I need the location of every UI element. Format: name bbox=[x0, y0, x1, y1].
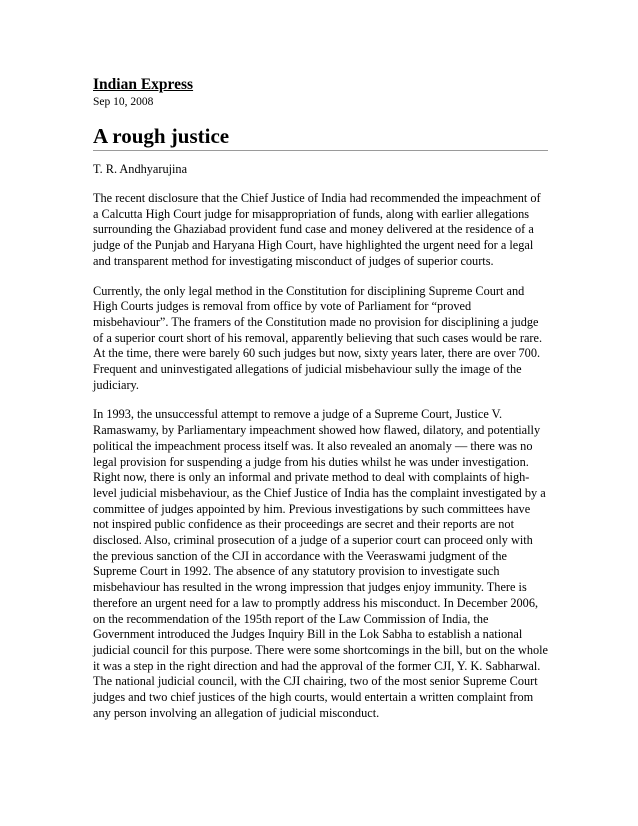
article-paragraph-2: Currently, the only legal method in the Constitution for disciplining Supreme Court and High Courts judges is removal from office by vote of Parliament for “proved misbehaviour”. The framers of the Constitution made no provision for disciplining a judge of a superior court short of his removal, apparently believing that such cases would be rare. At the time, there were barely 60 such judges but now, sixty years later, there are over 700. Frequent and uninvestigated allegations of judicial misbehaviour sully the image of the judiciary. bbox=[93, 283, 543, 392]
article-paragraph-3: In 1993, the unsuccessful attempt to remove a judge of a Supreme Court, Justice V. Ramaswamy, by Parliamentary impeachment showed how flawed, dilatory, and potentially political the impeachment process itself was. It also revealed an anomaly — there was no legal provision for suspending a judge from his duties whilst he was under investigation. Right now, there is only an informal and private method to deal with complaints of high-level judicial misbehaviour, as the Chief Justice of India has the complaint investigated by a committee of judges appointed by him. Previous investigations by such committees have not inspired public confidence as their proceedings are secret and their reports are not disclosed. Also, criminal prosecution of a judge of a superior court can proceed only with the previous sanction of the CJI in accordance with the Veeraswami judgment of the Supreme Court in 1992. The absence of any statutory provision to investigate such misbehaviour has resulted in the wrong impression that judges enjoy immunity. There is therefore an urgent need for a law to promptly address his misconduct. In December 2006, on the recommendation of the 195th report of the Law Commission of India, the Government introduced the Judges Inquiry Bill in the Lok Sabha to establish a national judicial council for this purpose. There were some shortcomings in the bill, but on the whole it was a step in the right direction and had the approval of the former CJI, Y. K. Sabharwal. The national judicial council, with the CJI chairing, two of the most senior Supreme Court judges and two chief justices of the high courts, would entertain a written complaint from any person involving an allegation of judicial misconduct. bbox=[93, 407, 549, 720]
article-title: A rough justice bbox=[93, 123, 548, 151]
article-paragraph-1: The recent disclosure that the Chief Justice of India had recommended the impeachment of a Calcutta High Court judge for misappropriation of funds, along with earlier allegations surrounding the Ghaziabad provident fund case and money delivered at the residence of a judge of the Punjab and Haryana High Court, have highlighted the urgent need for a legal and transparent method for investigating misconduct of judges of superior courts. bbox=[93, 191, 541, 268]
publication-name: Indian Express bbox=[93, 76, 194, 93]
article-author: T. R. Andhyarujina bbox=[93, 162, 188, 176]
publication-date: Sep 10, 2008 bbox=[93, 96, 154, 108]
article-page bbox=[93, 76, 548, 722]
